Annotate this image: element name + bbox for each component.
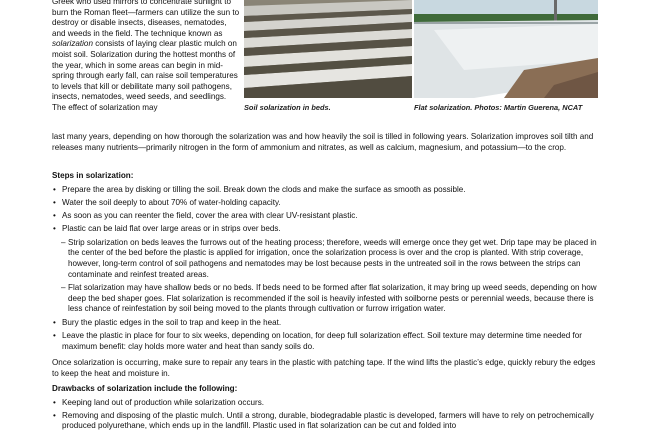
list-item: • Water the soil deeply to about 70% of water-holding capacity. (52, 198, 598, 209)
intro-paragraph (52, 0, 242, 114)
solarization-term: solarization (52, 39, 93, 49)
drawbacks-heading: Drawbacks of solarization include the following: (52, 384, 238, 393)
strip-solarization-note (52, 238, 598, 280)
photo1-caption: Soil solarization in beds. (244, 103, 331, 112)
intro-continued-paragraph: last many years, depending on how thorough the solarization was and how heavily the soil is tilled in following years. Solarization improves soil tilth and releases many nutrients—primarily nitrogen in the form of ammonium and nitrates, as well as calcium, magnesium, and potassium—to the crop. (52, 132, 594, 152)
list-item: • Bury the plastic edges in the soil to trap and keep in the heat. (52, 318, 598, 329)
list-item: • Removing and disposing of the plastic mulch. Until a strong, durable, biodegradable plastic is developed, farmers will have to rely on petrochemically produced polyurethane, which ends up in the landfill. Plastic used in flat solarization can be cut and folded into (52, 411, 598, 430)
list-item: • As soon as you can reenter the field, cover the area with clear UV-resistant plastic. (52, 211, 598, 222)
steps-heading: Steps in solarization: (52, 171, 134, 180)
list-item: • Leave the plastic in place for four to six weeks, depending on location, for deep full solarization effect. Soil texture may determine time needed for maximum benefit: clay holds more water and heat than sandy soils do. (52, 331, 598, 352)
steps-section (52, 171, 598, 352)
intro-text-start: Greek who used mirrors to concentrate sunlight to burn the Roman fleet—farmers can utilize the sun to destroy or disable insects, diseases, nematodes, and weeds in the field. The technique known as (52, 0, 240, 38)
drawbacks-section (52, 384, 598, 430)
list-item: • Plastic can be laid flat over large areas or in strips over beds. (52, 224, 598, 235)
flat-solarization-photo (414, 0, 598, 98)
intro-text-end: consists of laying clear plastic mulch on moist soil. Solarization during the hottest months of the year, which in some areas can begin in mid-spring through early fall, can raise soil temperatures to levels that kill or debilitate many soil pathogens, insects, nematodes, weed seeds, and seedlings. The effect of solarization may (52, 39, 238, 112)
list-item: • Prepare the area by disking or tilling the soil. Break down the clods and make the surface as smooth as possible. (52, 185, 598, 196)
photo2-caption: Flat solarization. Photos: Martin Guerena, NCAT (414, 103, 583, 112)
list-item: – Strip solarization on beds leaves the furrows out of the heating process; therefore, weeds will emerge once they get wet. Drip tape may be placed in the center of the bed before the plastic is applied for irrigation, once the solarization process is over and the crop is planted. With strip coverage, however, long-term control of soil pathogens and nematodes may be lost because pests in the untreated soil in the rows between the strips can contaminate and reinfest treated areas. (52, 238, 598, 280)
list-item: • Keeping land out of production while solarization occurs. (52, 398, 598, 409)
steps-list-continued (52, 318, 598, 352)
drawbacks-list (52, 398, 598, 430)
flat-solarization-note (52, 283, 598, 315)
soil-solarization-beds-photo (244, 0, 412, 98)
list-item: – Flat solarization may have shallow beds or no beds. If beds need to be formed after flat solarization, it may bring up weed seeds, depending on how deep the bed shaper goes. Flat solarization is recommended if the soil is heavily infested with soilborne pests or perennial weeds, because there is less chance of reinfestation by soil being moved to the plants through cultivation or furrow irrigation water. (52, 283, 598, 315)
steps-list (52, 185, 598, 235)
occurring-paragraph: Once solarization is occurring, make sure to repair any tears in the plastic with patching tape. If the wind lifts the plastic’s edge, quickly rebury the edges to keep the heat and moisture in. (52, 358, 596, 378)
